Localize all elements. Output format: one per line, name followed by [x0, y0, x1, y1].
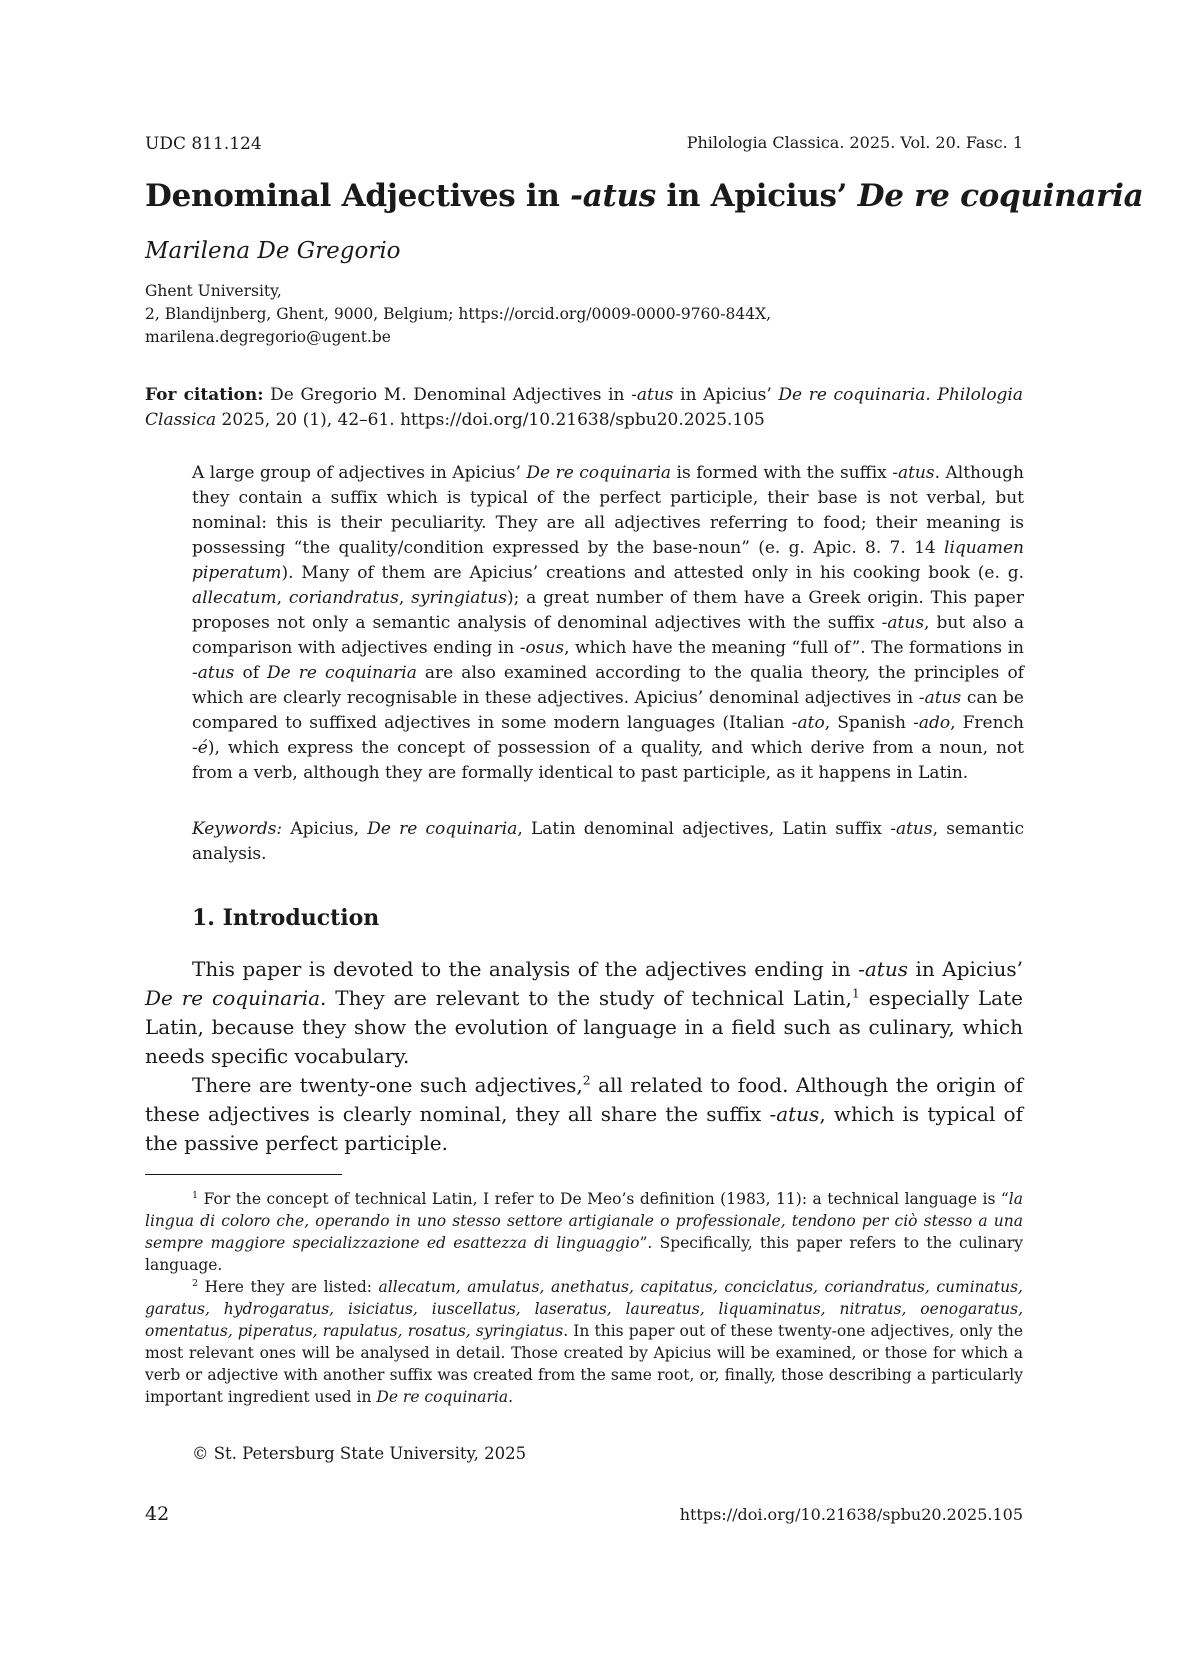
author-name: Marilena De Gregorio — [145, 238, 401, 264]
journal-running-head: Philologia Classica. 2025. Vol. 20. Fasc. 1 — [686, 133, 1023, 152]
section-heading: 1. Introduction — [192, 905, 380, 931]
copyright-notice: © St. Petersburg State University, 2025 — [192, 1444, 527, 1463]
page-number: 42 — [145, 1503, 170, 1525]
author-affiliation: Ghent University, 2, Blandijnberg, Ghent, 9000, Belgium; https://orcid.org/0009-0000-9760-844X, marilena.degregorio@ugent.be — [145, 282, 772, 346]
keywords-label: Keywords: — [192, 819, 283, 839]
body-text — [145, 955, 1023, 1158]
footnote: $^1$ For the concept of technical Latin, I refer to De Meo’s definition (1983, 11): a technical language is “la lingua di coloro che, operando in uno stesso settore artigianale o professionale, tendono per ciò stesso a una sempre maggiore specializzazione ed esattezza di linguaggio”. Specifically, this paper refers to the culinary language. — [145, 1189, 1023, 1274]
footnote-ref: 1 — [851, 985, 860, 1001]
udc-code: UDC 811.124 — [145, 134, 262, 154]
footnote-divider — [145, 1174, 342, 1175]
citation-label: For citation: — [145, 385, 264, 405]
footnotes — [145, 1188, 1023, 1408]
keywords: Keywords: Apicius, De re coquinaria, Latin denominal adjectives, Latin suffix -atus, semantic analysis. — [192, 819, 1024, 864]
body-paragraph: This paper is devoted to the analysis of the adjectives ending in -atus in Apicius’ De re coquinaria. They are relevant to the study of technical Latin,$^1$ especially Late Latin, because they show the evolution of language in a field such as culinary, which needs specific vocabulary. — [145, 957, 1023, 1068]
citation-block: For citation: De Gregorio M. Denominal Adjectives in -atus in Apicius’ De re coquinaria. Philologia Classica 2025, 20 (1), 42–61. https://doi.org/10.21638/spbu20.2025.105 — [145, 385, 1024, 430]
footnote: $^2$ Here they are listed: allecatum, amulatus, anethatus, capitatus, conciclatus, coriandratus, cuminatus, garatus, hydrogaratus, isiciatus, iuscellatus, laseratus, laureatus, liquaminatus, nitratus, oenogaratus, omentatus, piperatus, rapulatus, rosatus, syringiatus. In this paper out of these twenty-one adjectives, only the most relevant ones will be analysed in detail. Those created by Apicius will be examined, or those for which a verb or adjective with another suffix was created from the same root, or, finally, those describing a particularly important ingredient used in De re coquinaria. — [145, 1277, 1023, 1406]
abstract: A large group of adjectives in Apicius’ De re coquinaria is formed with the suffix -atus. Although they contain a suffix which is typical of the perfect participle, their base is not verbal, but nominal: this is their peculiarity. They are all adjectives referring to food; their meaning is possessing “the quality/condition expressed by the base-noun” (e. g. Apic. 8. 7. 14 liquamen piperatum). Many of them are Apicius’ creations and attested only in his cooking book (e. g. allecatum, coriandratus, syringiatus); a great number of them have a Greek origin. This paper proposes not only a semantic analysis of denominal adjectives with the suffix -atus, but also a comparison with adjectives ending in -osus, which have the meaning “full of”. The formations in -atus of De re coquinaria are also examined according to the qualia theory, the principles of which are clearly recognisable in these adjectives. Apicius’ denominal adjectives in -atus can be compared to suffixed adjectives in some modern languages (Italian -ato, Spanish -ado, French -é), which express the concept of possession of a quality, and which derive from a noun, not from a verb, although they are formally identical to past participle, as it happens in Latin. — [192, 463, 1025, 783]
footer-doi: https://doi.org/10.21638/spbu20.2025.105 — [679, 1505, 1023, 1524]
article-title: Denominal Adjectives in -atus in Apicius’ De re coquinaria — [145, 178, 1144, 214]
footnote-ref: 2 — [582, 1072, 591, 1088]
body-paragraph: There are twenty-one such adjectives,$^2$ all related to food. Although the origin of these adjectives is clearly nominal, they all share the suffix -atus, which is typical of the passive perfect participle. — [145, 1072, 1023, 1155]
